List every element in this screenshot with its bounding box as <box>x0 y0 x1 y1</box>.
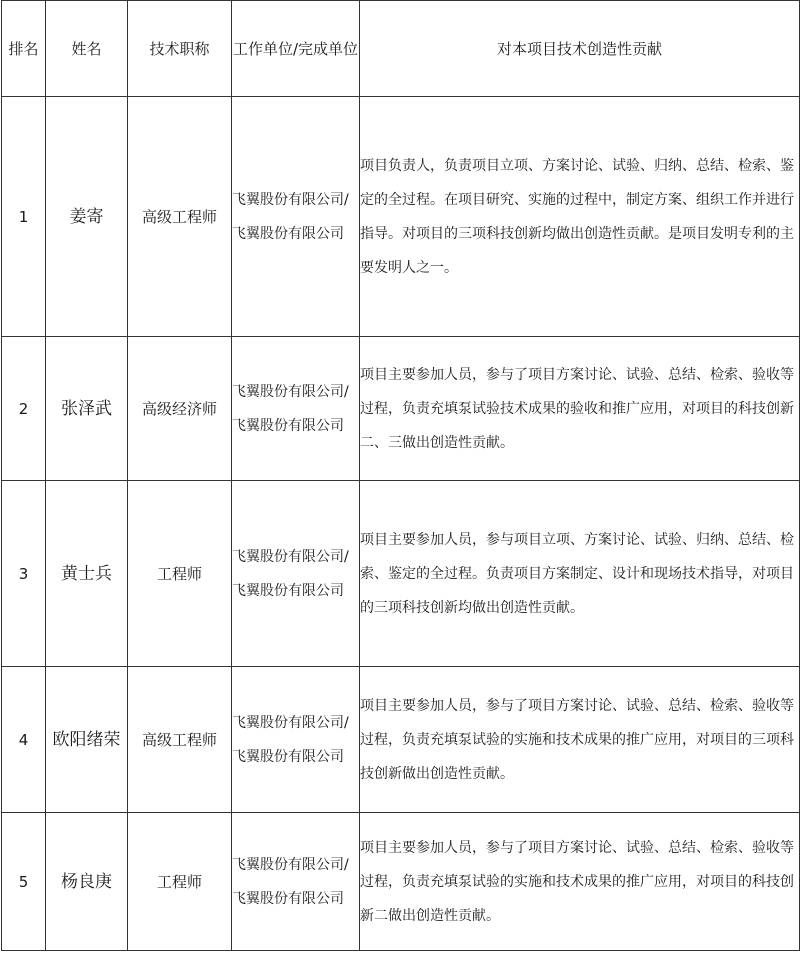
row-contribution: 项目主要参加人员，参与了项目方案讨论、试验、总结、检索、验收等过程，负责充填泵试验的实施和技术成果的推广应用，对项目的科技创新二做出创造性贡献。 <box>360 813 800 951</box>
header-row <box>2 1 800 97</box>
row-rank: 4 <box>2 667 46 813</box>
row-rank: 3 <box>2 481 46 667</box>
table-row <box>2 813 800 951</box>
row-contribution: 项目负责人，负责项目立项、方案讨论、试验、归纳、总结、检索、鉴定的全过程。在项目研究、实施的过程中，制定方案、组织工作并进行指导。对项目的三项科技创新均做出创造性贡献。是项目发明专利的主要发明人之一。 <box>360 97 800 337</box>
table-row <box>2 481 800 667</box>
row-unit: 飞翼股份有限公司/飞翼股份有限公司 <box>232 667 360 813</box>
header-name: 姓名 <box>46 1 128 97</box>
row-unit: 飞翼股份有限公司/飞翼股份有限公司 <box>232 337 360 481</box>
row-rank: 1 <box>2 97 46 337</box>
row-title: 工程师 <box>128 813 232 951</box>
row-unit: 飞翼股份有限公司/飞翼股份有限公司 <box>232 481 360 667</box>
contributors-table <box>1 0 800 951</box>
row-name: 张泽武 <box>46 337 128 481</box>
header-rank: 排名 <box>2 1 46 97</box>
row-contribution: 项目主要参加人员，参与了项目方案讨论、试验、总结、检索、验收等过程，负责充填泵试验的实施和技术成果的推广应用，对项目的三项科技创新做出创造性贡献。 <box>360 667 800 813</box>
row-rank: 2 <box>2 337 46 481</box>
row-name: 黄士兵 <box>46 481 128 667</box>
row-contribution: 项目主要参加人员，参与项目立项、方案讨论、试验、归纳、总结、检索、鉴定的全过程。负责项目方案制定、设计和现场技术指导，对项目的三项科技创新均做出创造性贡献。 <box>360 481 800 667</box>
row-name: 杨良庚 <box>46 813 128 951</box>
row-title: 高级工程师 <box>128 667 232 813</box>
row-name: 欧阳绪荣 <box>46 667 128 813</box>
row-name: 姜寄 <box>46 97 128 337</box>
table-row <box>2 97 800 337</box>
row-unit: 飞翼股份有限公司/飞翼股份有限公司 <box>232 97 360 337</box>
table-row <box>2 337 800 481</box>
row-title: 工程师 <box>128 481 232 667</box>
row-rank: 5 <box>2 813 46 951</box>
row-contribution: 项目主要参加人员，参与了项目方案讨论、试验、总结、检索、验收等过程，负责充填泵试验技术成果的验收和推广应用，对项目的科技创新二、三做出创造性贡献。 <box>360 337 800 481</box>
header-title: 技术职称 <box>128 1 232 97</box>
header-contribution: 对本项目技术创造性贡献 <box>360 1 800 97</box>
table-row <box>2 667 800 813</box>
row-title: 高级工程师 <box>128 97 232 337</box>
row-unit: 飞翼股份有限公司/飞翼股份有限公司 <box>232 813 360 951</box>
row-title: 高级经济师 <box>128 337 232 481</box>
header-unit: 工作单位/完成单位 <box>232 1 360 97</box>
